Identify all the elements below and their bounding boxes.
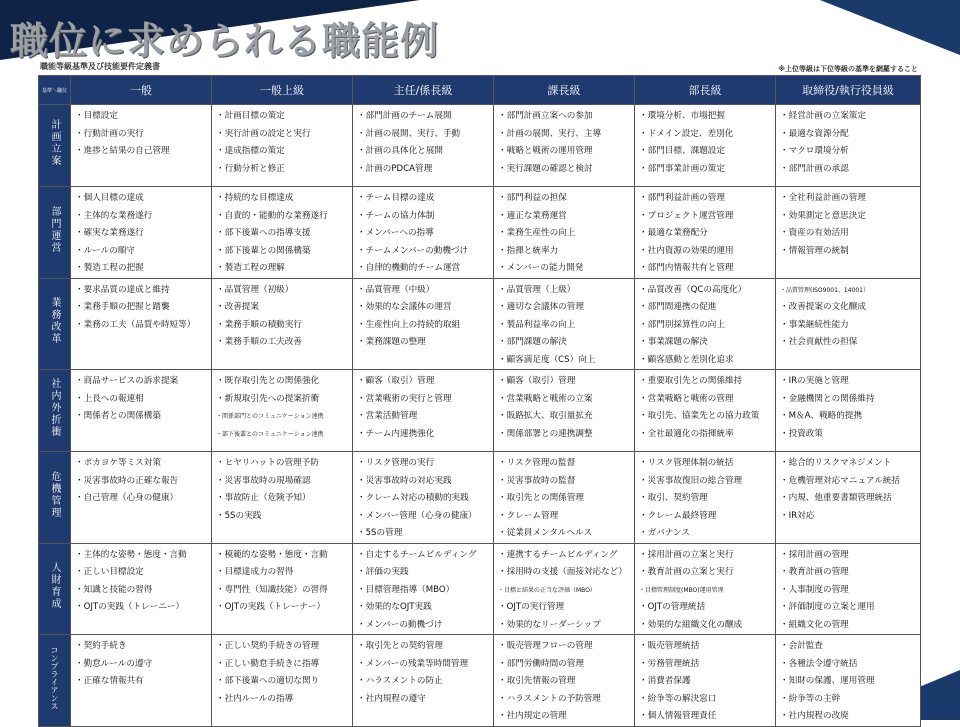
cell-item: ・チーム内連携強化 [357, 428, 435, 439]
cell-item: ・部門計画のチーム展開 [357, 111, 452, 121]
cell-item: ・実行計画の設定と実行 [216, 128, 311, 139]
cell-item: ・関係部門とのコミュニケーション連携 [216, 413, 324, 420]
cell-item: ・ルールの順守 [75, 245, 135, 256]
cell-item: ・チームメンバーの動機づけ [357, 245, 469, 256]
cell-item: ・商品サービスの訴求提案 [75, 376, 179, 386]
cell-item: ・改善提案 [216, 302, 259, 312]
cell-item: ・業務手順の積動実行 [216, 319, 302, 330]
cell-item: ・自律的機動的チーム運営 [357, 263, 461, 273]
cell-item: ・危機管理対応マニュアル統括 [780, 475, 900, 486]
table-cell [776, 370, 921, 452]
cell-item: ・部下後輩とのコミュニケーション連携 [216, 430, 324, 438]
table-row [39, 635, 921, 727]
table-cell [71, 278, 212, 370]
cell-item: ・業務手順の把握と踏襲 [75, 302, 170, 312]
table-cell [635, 370, 776, 452]
cell-item: ・営業戦術の実行と管理 [357, 393, 452, 404]
cell-item: ・リスク管理の監督 [498, 458, 576, 468]
cell-item: ・教育計画の管理 [780, 567, 849, 577]
cell-item: ・ガバナンス [639, 528, 690, 538]
corner-header: 基準＼職位 [39, 76, 71, 105]
cell-item: ・社内規定の管理 [498, 711, 567, 721]
table-header-row [39, 76, 921, 105]
cell-item: ・資産の有効活用 [780, 228, 849, 238]
cell-item: ・品質管理（初級） [216, 284, 294, 295]
cell-item: ・リスク管理体制の統括 [639, 458, 734, 468]
cell-item: ・業務手順の工夫改善 [216, 337, 302, 347]
cell-item: ・計画の展開、実行、主導 [498, 128, 602, 139]
table-row [39, 543, 921, 635]
cell-item: ・製造工程の把握 [75, 263, 144, 273]
cell-item: ・個人情報管理責任 [639, 711, 717, 721]
cell-item: ・行動分析と修正 [216, 163, 285, 174]
cell-item: ・自責的・能動的な業務遂行 [216, 210, 328, 221]
table-cell [353, 370, 494, 452]
column-header: 一般 [71, 76, 212, 105]
cell-item: ・部門間連携の促進 [639, 302, 717, 312]
row-header-label: 計画立案 [49, 119, 60, 167]
table-cell [776, 543, 921, 635]
table-cell [635, 278, 776, 370]
cell-item: ・ハラスメントの予防管理 [498, 693, 601, 704]
cell-item: ・模範的な姿勢・態度・言動 [216, 549, 328, 560]
cell-item: ・品質管理（中級） [357, 284, 435, 295]
cell-item: ・部下後輩との関係構築 [216, 245, 311, 256]
competency-table [38, 75, 921, 727]
cell-item: ・販路拡大、取引量拡充 [498, 411, 593, 421]
table-cell [71, 187, 212, 279]
cell-item: ・部門別採算性の向上 [639, 319, 725, 330]
cell-item: ・チームの協力体制 [357, 210, 435, 221]
cell-item: ・知識と技能の習得 [75, 584, 153, 595]
cell-item: ・重要取引先との関係維持 [639, 376, 743, 386]
cell-item: ・環境分析、市場把握 [639, 111, 725, 121]
cell-item: ・各種法令遵守統括 [780, 658, 858, 669]
cell-item: ・災害事故時の対応実践 [357, 475, 452, 486]
cell-item: ・顧客（取引）管理 [357, 376, 435, 386]
cell-item: ・業務生産性の向上 [498, 228, 576, 238]
table-cell [494, 105, 635, 187]
cell-item: ・全社利益計画の管理 [780, 193, 866, 203]
cell-item: ・販売管理統括 [639, 641, 700, 651]
cell-item: ・計画目標の策定 [216, 111, 285, 121]
cell-item: ・ハラスメントの防止 [357, 676, 443, 686]
row-header [39, 105, 71, 187]
table-row [39, 452, 921, 544]
cell-item: ・全社最適化の指揮統率 [639, 428, 734, 439]
cell-item: ・顧客感動と差別化追求 [639, 354, 734, 365]
cell-item: ・知財の保護、運用管理 [780, 676, 875, 686]
cell-item: ・関係部署との連携調整 [498, 428, 593, 439]
table-cell [494, 543, 635, 635]
table-cell [353, 278, 494, 370]
cell-item: ・メンバーの残業等時間管理 [357, 658, 469, 669]
cell-item: ・効果的な組織文化の醸成 [639, 619, 743, 630]
cell-item: ・OJTの実行管理 [498, 602, 565, 612]
cell-item: ・部門利益計画の管理 [639, 193, 725, 203]
cell-item: ・M＆A、戦略的提携 [780, 411, 863, 421]
cell-item: ・社内資源の効果的運用 [639, 245, 734, 256]
cell-item: ・IRの実施と管理 [780, 376, 849, 386]
cell-item: ・販売管理フローの管理 [498, 641, 593, 651]
cell-item: ・採用時の支援（面接対応など） [498, 567, 627, 577]
cell-item: ・正しい勤怠手続きに指導 [216, 658, 320, 669]
cell-item: ・災害事故時の監督 [498, 475, 576, 486]
cell-item: ・改善提案の文化醸成 [780, 302, 866, 312]
cell-item: ・持続的な目標達成 [216, 193, 294, 203]
cell-item: ・部門事業計画の策定 [639, 163, 725, 174]
cell-item: ・人事制度の管理 [780, 584, 849, 595]
cell-item: ・マクロ環境分析 [780, 146, 849, 156]
cell-item: ・新規取引先への提案折衝 [216, 393, 320, 404]
row-header-label: 部門運営 [49, 205, 60, 254]
table-cell [635, 635, 776, 727]
cell-item: ・関係者との関係構築 [75, 411, 161, 421]
table-cell [494, 635, 635, 727]
cell-item: ・メンバーの能力開発 [498, 263, 584, 273]
cell-item: ・部門計画立案への参加 [498, 111, 593, 121]
cell-item: ・部門計画の承認 [780, 163, 849, 174]
cell-item: ・業務課題の整理 [357, 337, 426, 347]
table-cell [212, 635, 353, 727]
column-header: 部長級 [635, 76, 776, 105]
row-header-label: コンプライアンス [50, 645, 59, 710]
cell-item: ・顧客満足度（CS）向上 [498, 354, 596, 365]
row-header-label: 人財育成 [49, 562, 60, 611]
cell-item: ・品質管理(ISO9001、14001） [780, 286, 869, 294]
cell-item: ・評価制度の立案と運用 [780, 602, 875, 612]
cell-item: ・取引先情報の管理 [498, 676, 576, 686]
cell-item: ・効果的なリーダーシップ [498, 619, 601, 630]
cell-item: ・OJTの実践（トレーニー） [75, 602, 185, 612]
column-header: 主任/係長級 [353, 76, 494, 105]
table-cell [353, 635, 494, 727]
cell-item: ・部門課題の解決 [498, 337, 567, 347]
column-header: 一般上級 [212, 76, 353, 105]
cell-item: ・自走するチームビルディング [357, 549, 477, 560]
cell-item: ・ポカヨケ等ミス対策 [75, 458, 161, 468]
cell-item: ・プロジェクト運営管理 [639, 210, 734, 221]
page-subtitle: 職能等級基準及び技能要件定義書 [40, 62, 160, 71]
cell-item: ・製品利益率の向上 [498, 319, 576, 330]
cell-item: ・OJTの管理統括 [639, 602, 706, 612]
cell-item: ・適正な業務運営 [498, 210, 567, 221]
cell-item: ・クレーム対応の積動的実践 [357, 493, 469, 503]
cell-item: ・部下後輩への適切な関り [216, 676, 320, 686]
cell-item: ・社内規程の改廃 [780, 711, 849, 721]
cell-item: ・総合的リスクマネジメント [780, 458, 892, 468]
cell-item: ・主体的な業務遂行 [75, 210, 153, 221]
cell-item: ・紛争等の解決窓口 [639, 693, 717, 704]
row-header [39, 635, 71, 727]
cell-item: ・取引、契約管理 [639, 493, 708, 503]
cell-item: ・効果測定と意思決定 [780, 210, 866, 221]
table-cell [776, 278, 921, 370]
table-cell [212, 187, 353, 279]
cell-item: ・メンバー管理（心身の健康） [357, 510, 477, 521]
column-header: 取締役/執行役員級 [776, 76, 921, 105]
cell-item: ・災害事故時の現場確認 [216, 475, 311, 486]
cell-item: ・生産性向上の持続的取組 [357, 319, 461, 330]
cell-item: ・ヒヤリハットの管理予防 [216, 458, 319, 468]
table-cell [494, 187, 635, 279]
cell-item: ・効果的な会議体の運営 [357, 302, 452, 312]
table-cell [71, 105, 212, 187]
cell-item: ・内規、他重要書類管理統括 [780, 493, 892, 503]
cell-item: ・採用計画の立案と実行 [639, 549, 734, 560]
cell-item: ・行動計画の実行 [75, 128, 144, 139]
cell-item: ・品質改善（QCの高度化） [639, 284, 747, 295]
cell-item: ・経営計画の立案策定 [780, 111, 866, 121]
cell-item: ・品質管理（上級） [498, 284, 576, 295]
cell-item: ・チーム目標の達成 [357, 193, 435, 203]
table-cell [212, 370, 353, 452]
table-row [39, 187, 921, 279]
table-cell [212, 543, 353, 635]
cell-item: ・進捗と結果の自己管理 [75, 146, 170, 156]
cell-item: ・要求品質の達成と維持 [75, 284, 170, 295]
corner-decoration-top-right [820, 0, 960, 55]
table-cell [635, 543, 776, 635]
table-row [39, 370, 921, 452]
cell-item: ・既存取引先との関係強化 [216, 376, 320, 386]
cell-item: ・事業課題の解決 [639, 337, 708, 347]
cell-item: ・事故防止（危険予知） [216, 493, 311, 503]
cell-item: ・業務の工夫（品質や時短等） [75, 319, 196, 330]
cell-item: ・計画の展開、実行、手動 [357, 128, 461, 139]
row-header-label: 業務改革 [49, 297, 60, 346]
table-cell [776, 452, 921, 544]
table-cell [71, 370, 212, 452]
table-cell [353, 452, 494, 544]
cell-item: ・災害事故時の正確な報告 [75, 475, 179, 486]
table-cell [71, 452, 212, 544]
cell-item: ・営業戦略と戦術の管理 [639, 393, 734, 404]
cell-item: ・目標管理指導（MBO） [357, 584, 455, 595]
cell-item: ・災害事故復旧の総合管理 [639, 475, 743, 486]
cell-item: ・取引先との関係管理 [498, 493, 584, 503]
cell-item: ・計画の具体化と展開 [357, 146, 443, 156]
cell-item: ・メンバーへの指導 [357, 228, 434, 238]
table-cell [71, 635, 212, 727]
table-cell [494, 452, 635, 544]
cell-item: ・実行課題の確認と検討 [498, 163, 593, 174]
cell-item: ・事業継続性能力 [780, 319, 849, 330]
table-cell [635, 187, 776, 279]
cell-item: ・主体的な姿勢・態度・言動 [75, 549, 187, 560]
row-header-label: 危機管理 [49, 470, 60, 519]
cell-item: ・部下後輩への指導支援 [216, 228, 311, 238]
cell-item: ・指揮と統率力 [498, 245, 559, 256]
cell-item: ・正確な情報共有 [75, 676, 144, 686]
cell-item: ・製造工程の理解 [216, 263, 285, 273]
cell-item: ・情報管理の統制 [780, 245, 849, 256]
row-header-label: 社内外折衝 [49, 378, 60, 438]
cell-item: ・目標設定 [75, 111, 118, 121]
table-cell [353, 105, 494, 187]
table-cell [212, 452, 353, 544]
cell-item: ・戦略と戦術の運用管理 [498, 146, 593, 156]
cell-item: ・契約手続き [75, 641, 127, 651]
cell-item: ・部門内情報共有と管理 [639, 263, 734, 273]
table-cell [635, 452, 776, 544]
cell-item: ・労務管理統括 [639, 658, 700, 669]
cell-item: ・紛争等の主幹 [780, 693, 841, 704]
cell-item: ・社会貢献性の担保 [780, 337, 858, 347]
table-cell [494, 278, 635, 370]
cell-item: ・営業活動管理 [357, 411, 418, 421]
table-cell [212, 105, 353, 187]
competency-table-container [38, 75, 920, 727]
table-body [39, 105, 921, 727]
cell-item: ・社内規程の遵守 [357, 693, 426, 704]
page-note: ※上位等級は下位等級の基準を網羅すること [778, 65, 918, 73]
row-header [39, 278, 71, 370]
cell-item: ・最適な資源分配 [780, 128, 849, 139]
cell-item: ・ドメイン設定、差別化 [639, 128, 734, 139]
row-header [39, 543, 71, 635]
cell-item: ・部門労働時間の管理 [498, 658, 584, 669]
cell-item: ・専門性（知識技能）の習得 [216, 584, 328, 595]
cell-item: ・個人目標の達成 [75, 193, 144, 203]
table-cell [353, 543, 494, 635]
cell-item: ・正しい契約手続きの管理 [216, 641, 320, 651]
table-cell [635, 105, 776, 187]
cell-item: ・評価の実践 [357, 567, 409, 577]
page-title: 職位に求められる職能例 [10, 19, 440, 63]
table-cell [353, 187, 494, 279]
cell-item: ・自己管理（心身の健康） [75, 493, 179, 503]
table-row [39, 105, 921, 187]
cell-item: ・部門利益の担保 [498, 193, 567, 203]
column-header: 課長級 [494, 76, 635, 105]
table-cell [776, 105, 921, 187]
cell-item: ・取引先との契約管理 [357, 641, 443, 651]
cell-item: ・部門目標、課題設定 [639, 146, 725, 156]
cell-item: ・クレーム最終管理 [639, 510, 717, 521]
cell-item: ・確実な業務遂行 [75, 228, 144, 238]
cell-item: ・採用計画の管理 [780, 549, 849, 560]
row-header [39, 187, 71, 279]
cell-item: ・従業員メンタルヘルス [498, 528, 592, 538]
cell-item: ・最適な業務配分 [639, 228, 708, 238]
cell-item: ・顧客（取引）管理 [498, 376, 576, 386]
cell-item: ・連携するチームビルディング [498, 549, 618, 560]
cell-item: ・取引先、協業先との協力政策 [639, 411, 760, 421]
row-header [39, 452, 71, 544]
cell-item: ・5Sの管理 [357, 528, 403, 538]
table-row [39, 278, 921, 370]
table-cell [494, 370, 635, 452]
cell-item: ・計画のPDCA管理 [357, 163, 433, 174]
table-cell [776, 635, 921, 727]
cell-item: ・勤怠ルールの遵守 [75, 658, 153, 669]
cell-item: ・金融機関との関係維持 [780, 393, 875, 404]
cell-item: ・OJTの実践（トレーナー） [216, 602, 326, 612]
cell-item: ・投資政策 [780, 428, 823, 439]
cell-item: ・リスク管理の実行 [357, 458, 435, 468]
cell-item: ・5Sの実践 [216, 510, 262, 521]
table-cell [212, 278, 353, 370]
cell-item: ・正しい目標設定 [75, 567, 144, 577]
cell-item: ・メンバーの動機づけ [357, 619, 443, 630]
cell-item: ・社内ルールの指導 [216, 693, 294, 704]
cell-item: ・IR対応 [780, 510, 815, 521]
cell-item: ・営業戦略と戦術の立案 [498, 393, 593, 404]
cell-item: ・適切な会議体の管理 [498, 302, 584, 312]
cell-item: ・消費者保護 [639, 676, 691, 686]
cell-item: ・クレーム管理 [498, 510, 559, 521]
cell-item: ・目標と結果の正当な評価（MBO） [498, 586, 596, 594]
row-header [39, 370, 71, 452]
cell-item: ・目標管理制度(MBO)運用管理 [639, 586, 724, 594]
cell-item: ・達成指標の策定 [216, 146, 285, 156]
cell-item: ・効果的なOJT実践 [357, 602, 432, 612]
table-cell [71, 543, 212, 635]
table-cell [776, 187, 921, 279]
cell-item: ・組織文化の管理 [780, 619, 849, 630]
cell-item: ・上長への報連相 [75, 393, 144, 404]
cell-item: ・会計監査 [780, 641, 823, 651]
cell-item: ・目標達成力の習得 [216, 567, 294, 577]
cell-item: ・教育計画の立案と実行 [639, 567, 734, 577]
